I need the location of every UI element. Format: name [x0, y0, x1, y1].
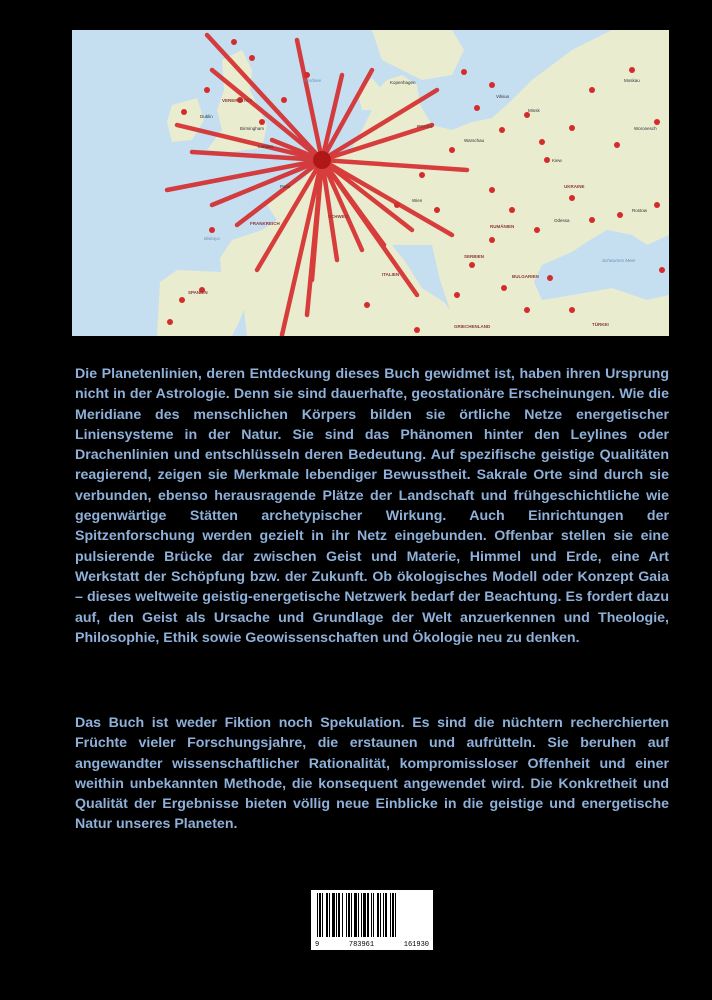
barcode-bar — [373, 893, 374, 937]
label-schweiz: SCHWEIZ — [328, 214, 349, 219]
label-moskau: Moskau — [624, 78, 640, 83]
label-rostow: Rostow — [632, 208, 648, 213]
label-vilnius: Vilnius — [496, 94, 510, 99]
barcode-bars — [311, 890, 433, 940]
barcode-bar — [377, 893, 379, 937]
label-serbien: SERBIEN — [464, 254, 485, 259]
barcode-bar — [392, 893, 394, 937]
barcode-bar — [319, 893, 321, 937]
europe-map-graphic — [72, 30, 669, 336]
barcode-digit-group-2: 783961 — [348, 941, 375, 949]
label-rumaenien: RUMÄNIEN — [490, 224, 515, 229]
barcode-bar — [363, 893, 366, 937]
barcode-bar — [329, 893, 330, 937]
barcode-bar — [342, 893, 343, 937]
label-ukraine: UKRAINE — [564, 184, 585, 189]
barcode-bar — [322, 893, 323, 937]
barcode-bar — [317, 893, 318, 937]
label-vereinigtes: VEREINIGTES — [222, 98, 253, 103]
label-nordsee: Nordsee — [304, 78, 322, 83]
barcode-bar — [390, 893, 391, 937]
barcode-bar — [371, 893, 372, 937]
barcode-bar — [385, 893, 387, 937]
blurb-paragraph-1: Die Planetenlinien, deren Entdeckung dieses Buch gewidmet ist, haben ihren Ursprung nicht in der Astrologie. Denn sie sind dauerhafte, geostationäre Erscheinungen. Wie die Meridiane des menschlichen Körpers bilden sie örtliche Netze energetischer Liniensysteme in der Natur. Sie sind das Phänomen hinter den Leylines oder Drachenlinien und entschlüsseln deren Bedeutung. Auf spezifische geistige Qualitäten reagierend, zeigen sie Merkmale lebendiger Bewusstheit. Sakrale Orte sind durch sie verbunden, ebenso herausragende Plätze der Landschaft und frühgeschichtliche wie gegenwärtige Stätten archetypischer Wirkung. Auch Einrichtungen der Spitzenforschung werden gezielt in ihr Netz eingebunden. Offenbar stellen sie eine pulsierende Brücke dar zwischen Geist und Materie, Himmel und Erde, eine Art Werkstatt der Schöpfung bzw. der Zukunft. Ob ökologisches Modell oder Konzept Gaia – dieses weltweite geistig-energetische Netzwerk bedarf der Beachtung. Es fordert dazu auf, den Geist als Ursache und Grundlage der Welt anzuerkennen und Theologie, Philosophie, Ethik sowie Geowissenschaften und Ökologie neu zu denken. — [75, 366, 669, 646]
barcode-bar — [361, 893, 362, 937]
barcode-bar — [383, 893, 384, 937]
label-birmingham: Birmingham — [240, 126, 265, 131]
barcode-bar — [346, 893, 347, 937]
label-dublin: Dublin — [200, 114, 213, 119]
isbn-barcode — [311, 890, 433, 950]
hub-marker — [313, 151, 331, 169]
barcode-digit-group-3: 161930 — [403, 941, 429, 949]
label-minsk: Minsk — [528, 108, 540, 113]
barcode-bar — [380, 893, 381, 937]
label-schwarzes-meer: Schwarzes Meer — [602, 258, 636, 263]
barcode-bar — [358, 893, 359, 937]
label-london: London — [258, 144, 274, 149]
label-paris: Paris — [280, 184, 291, 189]
barcode-bar — [336, 893, 337, 937]
barcode-bar — [395, 893, 396, 937]
label-bulgarien: BULGARIEN — [512, 274, 539, 279]
land-iberia — [157, 270, 248, 336]
cover-map — [72, 30, 669, 336]
barcode-bar — [338, 893, 340, 937]
label-biskaya: Biskaya — [204, 236, 220, 241]
barcode-digits — [311, 941, 433, 949]
label-frankreich: FRANKREICH — [250, 221, 280, 226]
barcode-digit-group-1: 9 — [315, 941, 320, 949]
barcode-bar — [354, 893, 357, 937]
label-woronesch: Woronesch — [634, 126, 657, 131]
label-polen: POLEN — [417, 124, 433, 129]
label-spanien: SPANIEN — [188, 290, 208, 295]
label-italien: ITALIEN — [382, 272, 400, 277]
barcode-bar — [367, 893, 369, 937]
blurb-paragraph-2: Das Buch ist weder Fiktion noch Spekulation. Es sind die nüchtern recherchierten Früchte vieler Forschungsjahre, die erstaunen und aufrütteln. Sie beruhen auf angewandter wissenschaftlicher Rationalität, kompromissloser Offenheit und einer weithin unbekannten Methode, die konsequent angewendet wird. Die Konkretheit und Qualität der Ergebnisse bieten völlig neue Einblicke in die geistige und energetische Natur unseres Planeten. — [75, 715, 669, 833]
label-tuerkei: TÜRKEI — [592, 322, 609, 327]
barcode-bar — [326, 893, 328, 937]
label-kiew: Kiew — [552, 158, 562, 163]
label-griechenland: GRIECHENLAND — [454, 324, 491, 329]
label-warschau: Warschau — [464, 138, 485, 143]
label-odessa: Odessa — [554, 218, 570, 223]
barcode-bar — [351, 893, 352, 937]
barcode-bar — [332, 893, 335, 937]
barcode-bar — [348, 893, 350, 937]
label-kopenhagen: Kopenhagen — [390, 80, 416, 85]
label-wien: Wien — [412, 198, 423, 203]
